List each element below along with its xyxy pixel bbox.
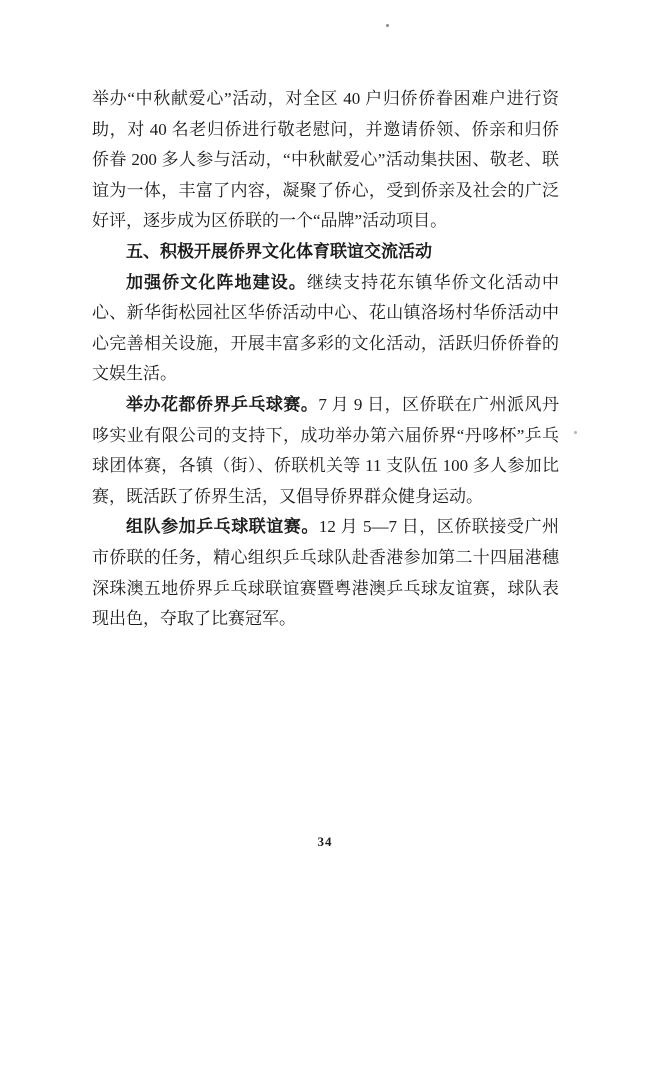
- paragraph-lead-text: 举办花都侨界乒乓球赛。: [126, 394, 319, 414]
- scan-speck: [386, 24, 389, 27]
- page-number: 34: [317, 834, 333, 849]
- paragraph-lead-text: 组队参加乒乓球联谊赛。: [126, 517, 319, 537]
- paragraph-text: 举办“中秋献爱心”活动，对全区 40 户归侨侨眷困难户进行资助，对 40 名老归侨进行敬老慰问，并邀请侨领、侨亲和归侨侨眷 200 多人参与活动，“中秋献爱心”活动集扶困、敬老、联谊为一体，丰富了内容，凝聚了侨心，受到侨亲及社会的广泛好评，逐步成为区侨联的一个“品牌”活动项目。: [92, 89, 559, 231]
- scan-speck: [574, 431, 577, 434]
- paragraph-pingpong-friendship: [92, 512, 559, 634]
- paragraph-lead-text: 加强侨文化阵地建设。: [126, 272, 307, 292]
- paragraph-text: 12 月 5—7 日，区侨联接受广州市侨联的任务，精心组织乒乓球队赴香港参加第二十四届港穗深珠澳五地侨界乒乓球联谊赛暨粤港澳乒乓球友谊赛，球队表现出色，夺取了比赛冠军。: [92, 517, 560, 629]
- paragraph-text: 继续支持花东镇华侨文化活动中心、新华街松园社区华侨活动中心、花山镇洛场村华侨活动中心完善相关设施，开展丰富多彩的文化活动，活跃归侨侨眷的文娱生活。: [92, 272, 560, 384]
- section-heading-five: [92, 237, 559, 268]
- document-body: [92, 84, 559, 635]
- paragraph-text: 7 月 9 日，区侨联在广州派风丹哆实业有限公司的支持下，成功举办第六届侨界“丹哆杯”乒乓球团体赛，各镇（街）、侨联机关等 11 支队伍 100 多人参加比赛，既活跃了侨界生活，又倡导侨界群众健身运动。: [92, 394, 560, 506]
- section-heading-text: 五、积极开展侨界文化体育联谊交流活动: [126, 241, 432, 261]
- paragraph-pingpong-tournament: [92, 390, 559, 512]
- paragraph-culture-base: [92, 268, 559, 390]
- paragraph-midautumn-charity: [92, 84, 559, 237]
